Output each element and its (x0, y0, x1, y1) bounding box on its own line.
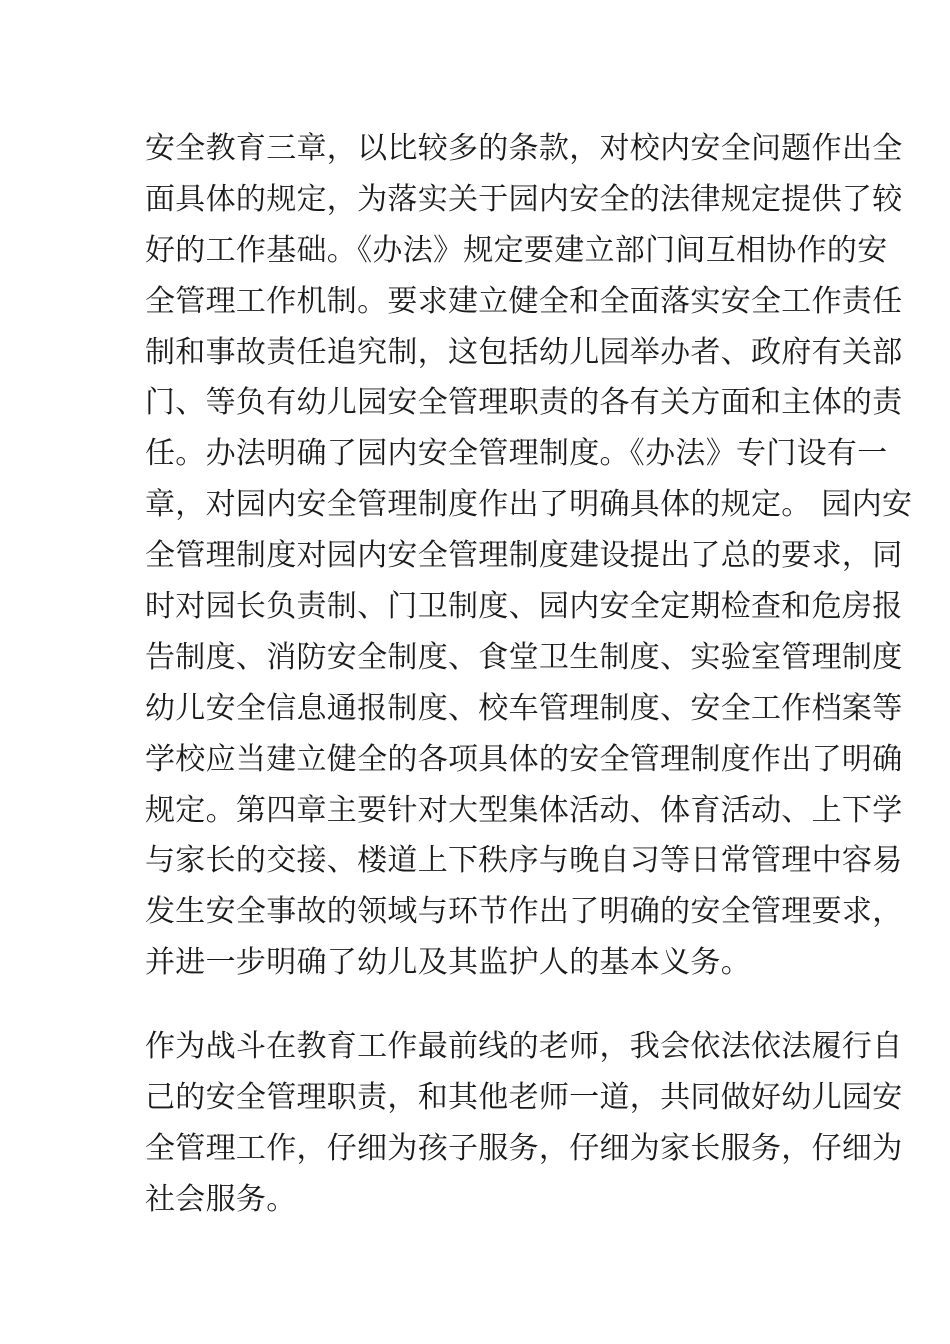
text-line: 并进一步明确了幼儿及其监护人的基本义务。 (145, 945, 751, 981)
text-line: 告制度、消防安全制度、食堂卫生制度、实验室管理制度 (145, 639, 903, 675)
text-line: 章，对园内安全管理制度作出了明确具体的规定。 园内安 (145, 487, 913, 523)
text-line: 全管理工作，仔细为孩子服务，仔细为家长服务，仔细为 (145, 1130, 903, 1166)
text-line: 学校应当建立健全的各项具体的安全管理制度作出了明确 (145, 741, 903, 777)
text-line: 全管理制度对园内安全管理制度建设提出了总的要求，同 (145, 538, 903, 574)
paragraph-teacher-commitment (145, 1022, 903, 1226)
text-line: 好的工作基础。《办法》规定要建立部门间互相协作的安 (145, 232, 888, 268)
text-line: 制和事故责任追究制，这包括幼儿园举办者、政府有关部 (145, 334, 903, 370)
text-line: 面具体的规定，为落实关于园内安全的法律规定提供了较 (145, 181, 903, 217)
text-line: 作为战斗在教育工作最前线的老师，我会依法依法履行自 (145, 1029, 903, 1064)
text-line: 与家长的交接、楼道上下秩序与晚自习等日常管理中容易 (145, 843, 903, 879)
paragraph-regulations-summary (145, 124, 913, 989)
text-line: 门、等负有幼儿园安全管理职责的各有关方面和主体的责 (145, 385, 903, 421)
text-line: 时对园长负责制、门卫制度、园内安全定期检查和危房报 (145, 589, 903, 625)
text-line: 发生安全事故的领域与环节作出了明确的安全管理要求， (145, 894, 903, 930)
text-line: 全管理工作机制。要求建立健全和全面落实安全工作责任 (145, 283, 903, 319)
text-line: 己的安全管理职责，和其他老师一道，共同做好幼儿园安 (145, 1079, 903, 1115)
text-line: 社会服务。 (145, 1181, 297, 1217)
text-line: 任。办法明确了园内安全管理制度。《办法》专门设有一 (145, 436, 888, 472)
text-line: 幼儿安全信息通报制度、校车管理制度、安全工作档案等 (145, 690, 903, 726)
text-line: 安全教育三章，以比较多的条款，对校内安全问题作出全 (145, 131, 903, 166)
text-line: 规定。第四章主要针对大型集体活动、体育活动、上下学 (145, 792, 903, 828)
